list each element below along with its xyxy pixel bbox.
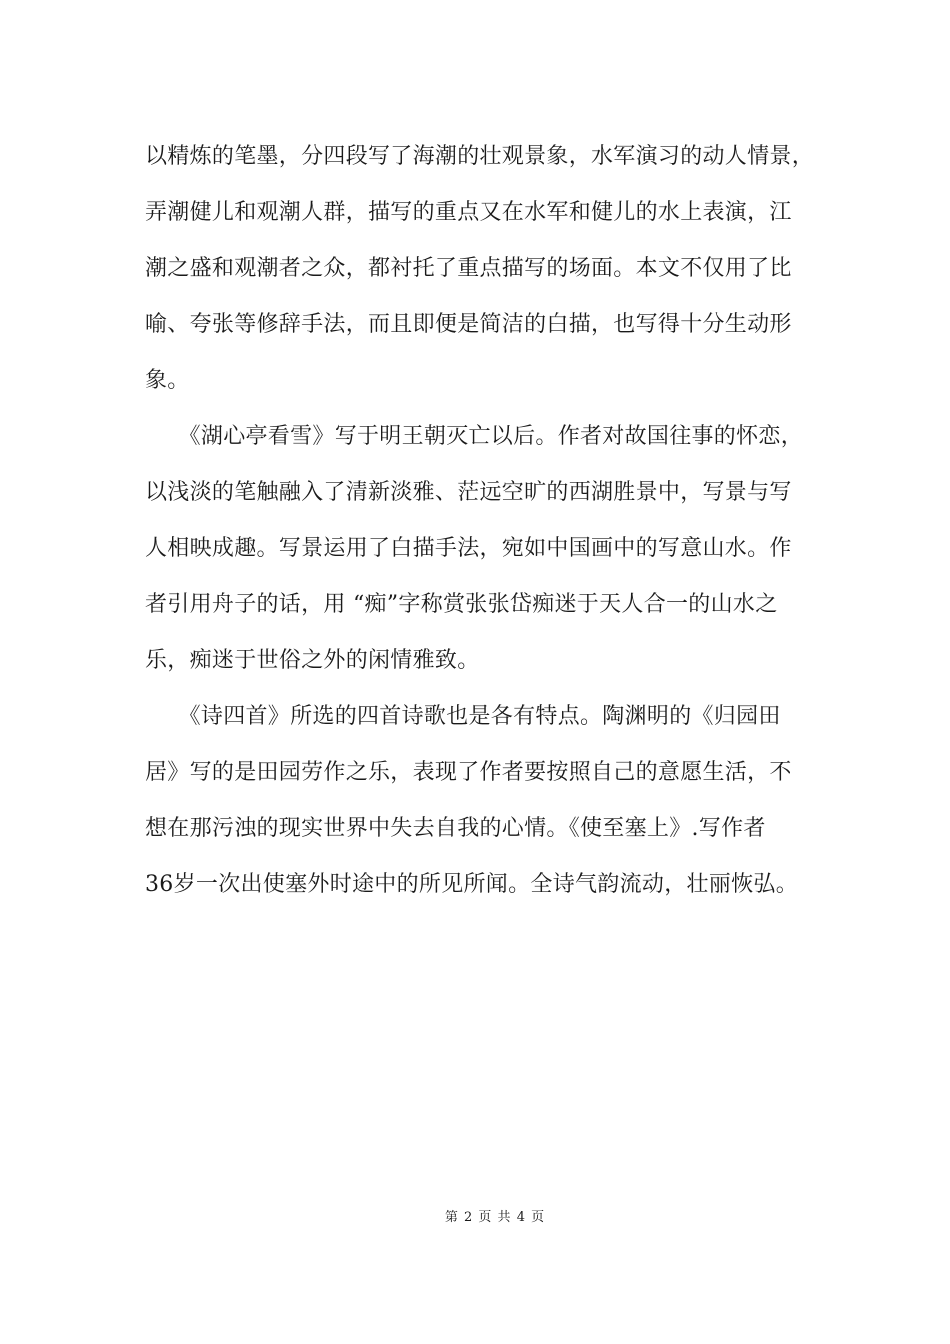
body-text: [145, 129, 835, 913]
text-line: 人相映成趣。写景运用了白描手法，宛如中国画中的写意山水。作: [145, 536, 792, 561]
text-line: 者引用舟子的话，用 “痴”字称赏张张岱痴迷于天人合一的山水之: [145, 592, 778, 617]
text-line: 潮之盛和观潮者之众，都衬托了重点描写的场面。本文不仅用了比: [145, 256, 792, 281]
text-line: 《湖心亭看雪》写于明王朝灭亡以后。作者对故国往事的怀恋，: [145, 424, 804, 449]
text-line: 居》写的是田园劳作之乐，表现了作者要按照自己的意愿生活，不: [145, 760, 792, 785]
text-line: 喻、夸张等修辞手法，而且即便是简洁的白描，也写得十分生动形: [145, 312, 792, 337]
text-line: 弄潮健儿和观潮人群，描写的重点又在水军和健儿的水上表演，江: [145, 200, 792, 225]
text-line: 36岁一次出使塞外时途中的所见所闻。全诗气韵流动，壮丽恢弘。: [145, 872, 798, 897]
text-line: 想在那污浊的现实世界中失去自我的心情。《使至塞上》.写作者: [145, 816, 766, 841]
text-line: 象。: [145, 368, 190, 393]
text-line: 乐，痴迷于世俗之外的闲情雅致。: [145, 648, 480, 673]
text-line: 《诗四首》所选的四首诗歌也是各有特点。陶渊明的《归园田: [145, 704, 781, 729]
text-line: 以精炼的笔墨，分四段写了海潮的壮观景象，水军演习的动人情景，: [145, 144, 815, 169]
text-line: 以浅淡的笔触融入了清新淡雅、茫远空旷的西湖胜景中，写景与写: [145, 480, 792, 505]
page-number-footer: 第 2 页 共 4 页: [444, 1210, 546, 1225]
